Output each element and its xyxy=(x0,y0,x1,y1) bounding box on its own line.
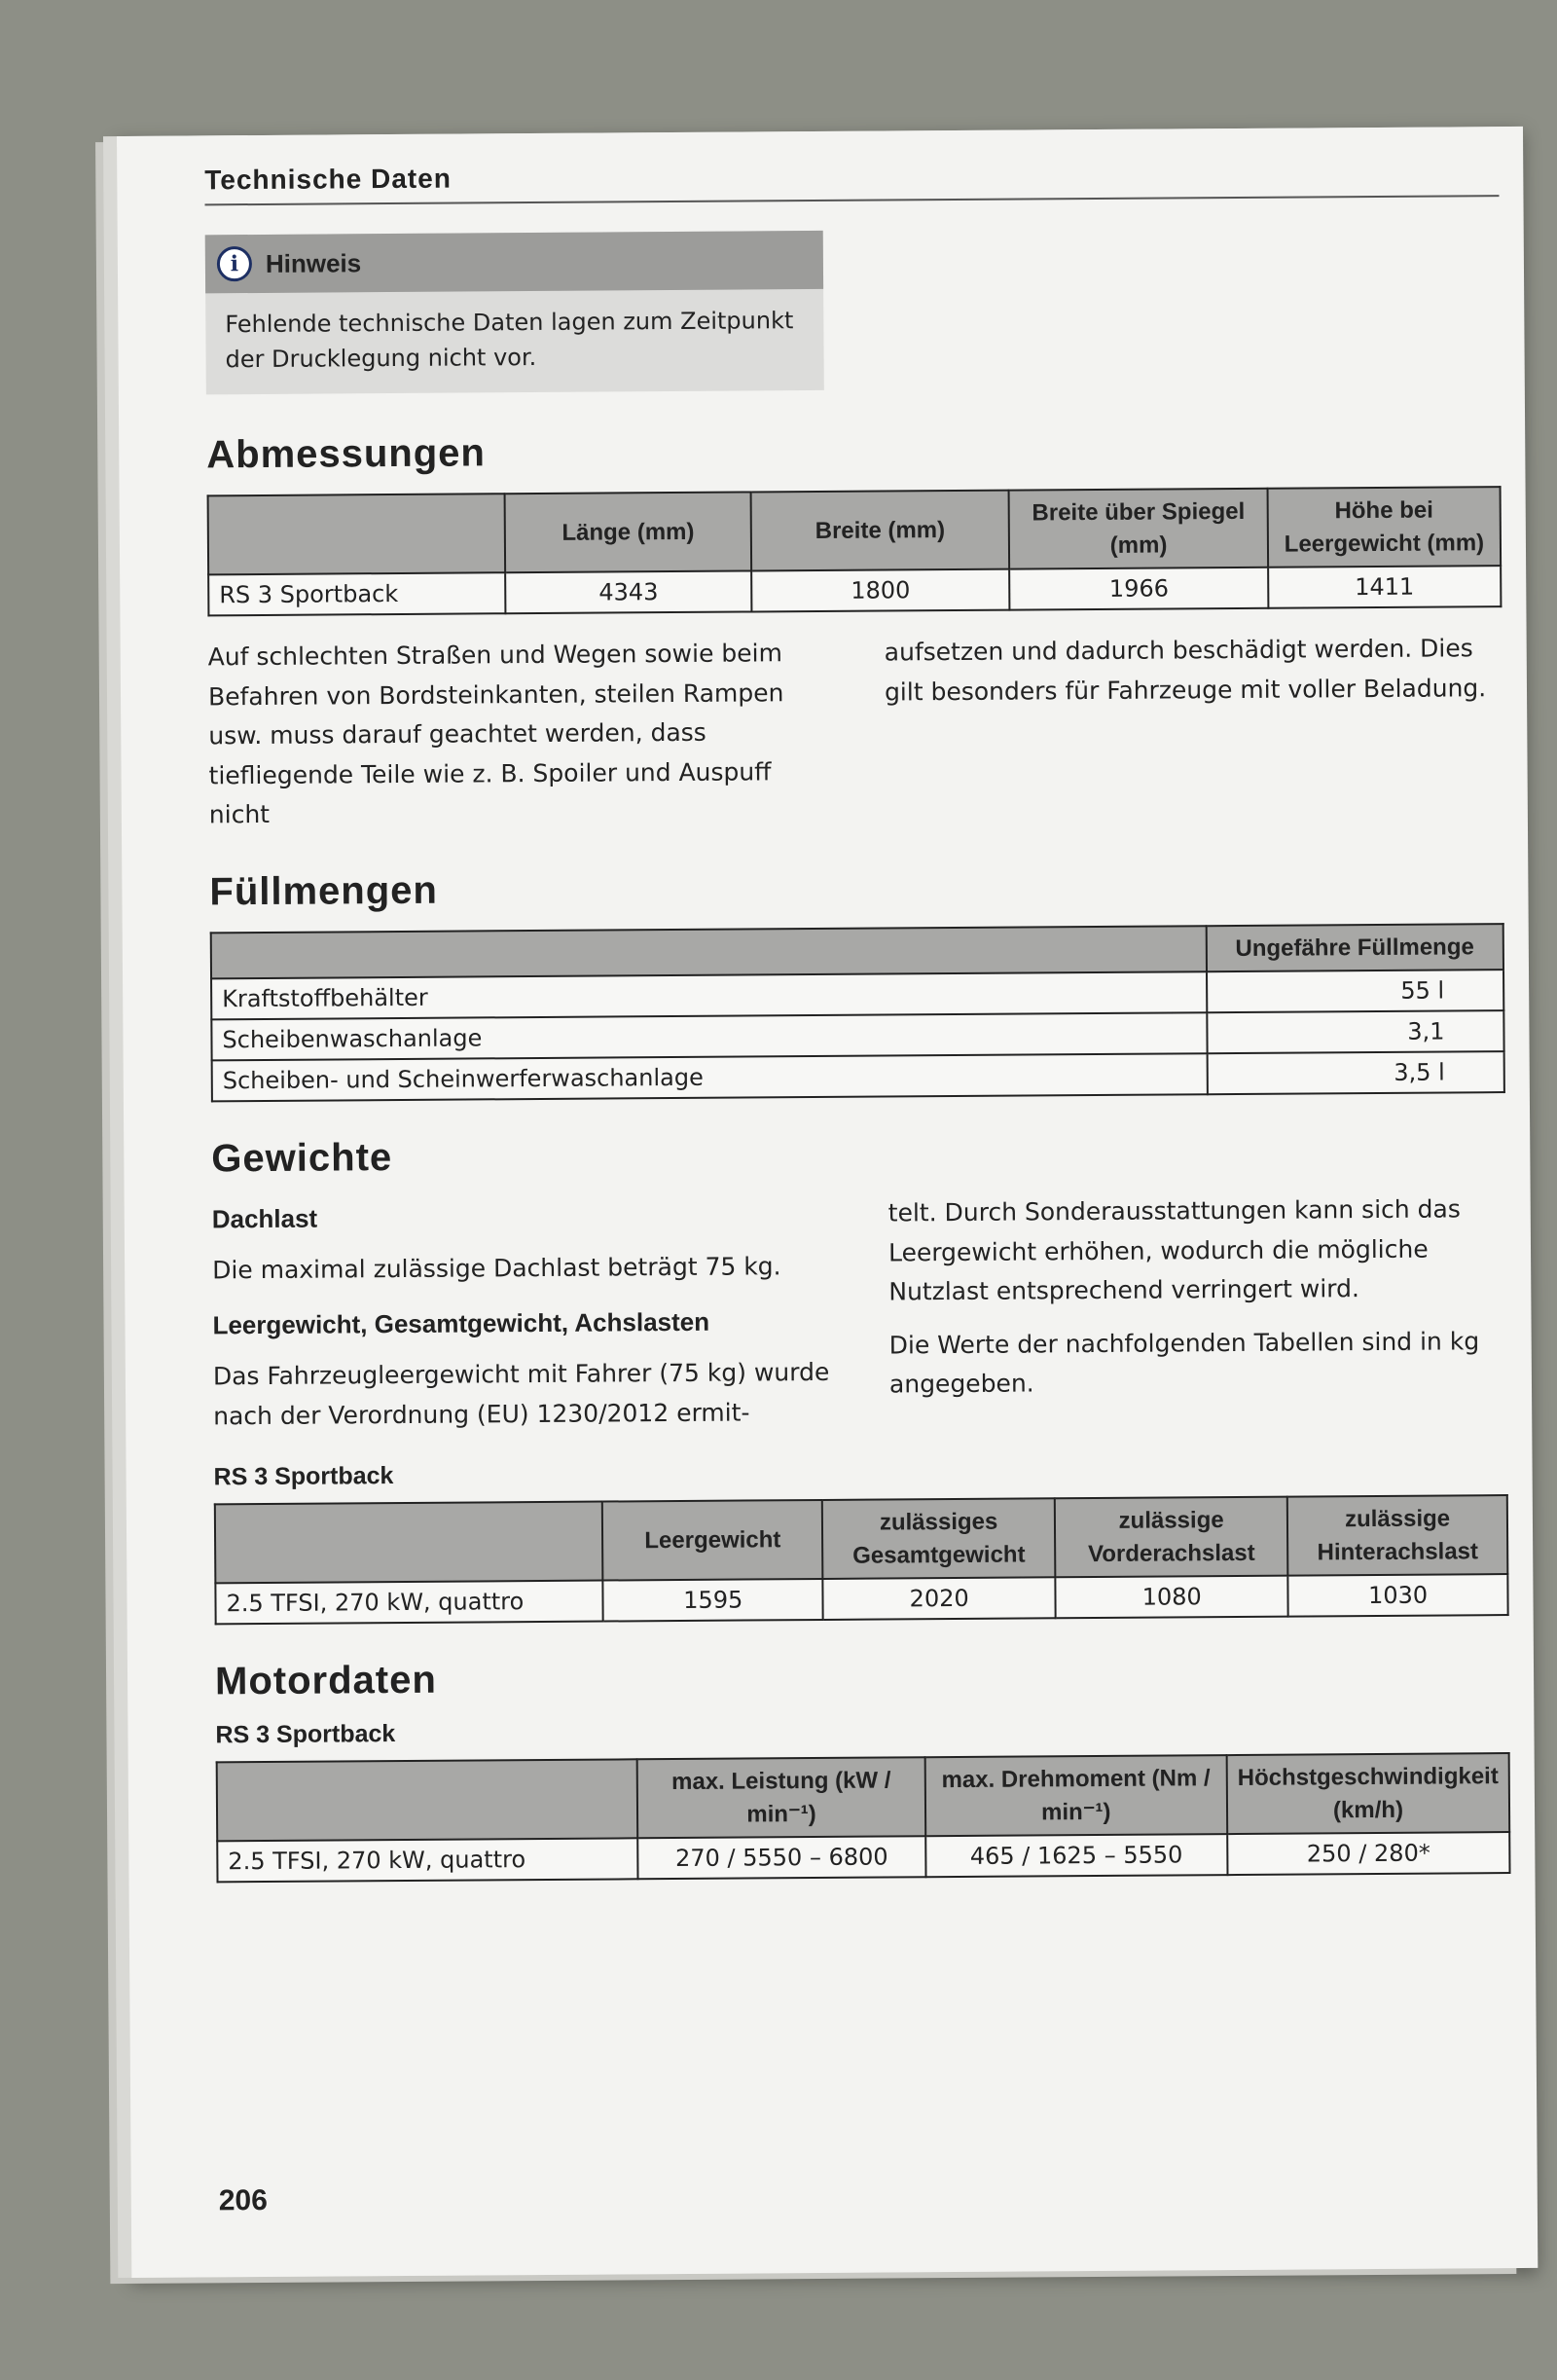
section-abmessungen xyxy=(206,424,1503,835)
table-header-cell: max. Drehmoment (Nm / min⁻¹) xyxy=(924,1755,1227,1836)
table-header-cell: Höhe bei Leergewicht (mm) xyxy=(1267,487,1501,568)
table-cell: 1080 xyxy=(1056,1576,1288,1619)
table-cell: 465 / 1625 – 5550 xyxy=(925,1834,1228,1877)
table-header-cell xyxy=(208,494,506,574)
table-header-cell: Länge (mm) xyxy=(505,492,751,572)
table-row xyxy=(212,1051,1504,1101)
table-cell: 1800 xyxy=(751,569,1010,612)
table-cell: 1966 xyxy=(1009,568,1268,610)
table-abmessungen xyxy=(207,486,1503,616)
leergewicht-text: Das Fahrzeugleergewicht mit Fahrer (75 kg) wurde nach der Verordnung (EU) 1230/2012 ermit- xyxy=(212,1357,830,1430)
table-header-row xyxy=(215,1495,1508,1583)
page-content xyxy=(204,156,1511,1919)
table-header-cell: Breite (mm) xyxy=(750,491,1009,571)
table-motordaten xyxy=(216,1752,1511,1883)
table-row xyxy=(208,566,1501,615)
table-cell: 3,5 l xyxy=(1207,1051,1504,1094)
section-motordaten xyxy=(215,1651,1511,1883)
table-header-cell xyxy=(217,1759,638,1841)
table-fuellmengen xyxy=(210,923,1505,1103)
table-header-row xyxy=(217,1753,1510,1841)
heading-gewichte: Gewichte xyxy=(211,1136,393,1181)
table-cell: 4343 xyxy=(506,571,752,614)
table-cell: 270 / 5550 – 6800 xyxy=(638,1837,925,1880)
gewichte-text-right-1: telt. Durch Sonderausstattungen kann sich das Leergewicht erhöhen, wodurch die mögliche Nutzlast entsprechend verringert wird. xyxy=(887,1194,1461,1306)
table-cell: 1030 xyxy=(1288,1574,1508,1617)
table-header-cell: Ungefähre Füllmenge xyxy=(1206,924,1503,972)
note-header xyxy=(205,231,823,293)
table-cell: 2020 xyxy=(823,1577,1056,1620)
dachlast-text: Die maximal zulässige Dachlast beträgt 75 kg. xyxy=(212,1252,781,1285)
table-header-cell: Höchstgeschwindigkeit (km/h) xyxy=(1227,1753,1510,1834)
table-header-cell: Breite über Spiegel (mm) xyxy=(1009,489,1268,569)
table-header-row xyxy=(208,487,1502,574)
manual-page xyxy=(117,127,1538,2278)
section-gewichte xyxy=(211,1128,1508,1625)
table-row xyxy=(215,1574,1507,1624)
table-header-cell: zulässige Vorderachslast xyxy=(1055,1497,1288,1578)
section-fuellmengen xyxy=(209,861,1505,1103)
gewichte-text xyxy=(212,1190,1508,1449)
gewichte-text-right-2: Die Werte der nachfolgenden Tabellen sind in kg angegeben. xyxy=(888,1327,1480,1399)
table-header-cell xyxy=(211,926,1207,979)
table-row xyxy=(217,1832,1509,1882)
table-header-cell: zulässiges Gesamtgewicht xyxy=(822,1498,1056,1579)
table-caption: RS 3 Sportback xyxy=(213,1462,394,1491)
subheading-leergewicht: Leergewicht, Gesamtgewicht, Achslasten xyxy=(212,1306,710,1340)
table-header-cell xyxy=(215,1502,603,1584)
table-gewichte xyxy=(214,1494,1509,1625)
heading-fuellmengen: Füllmengen xyxy=(209,868,439,914)
info-icon: i xyxy=(217,246,252,281)
table-cell: 250 / 280* xyxy=(1227,1832,1509,1875)
heading-abmessungen: Abmessungen xyxy=(206,431,487,477)
table-header-cell: max. Leistung (kW / min⁻¹) xyxy=(637,1757,925,1838)
table-cell: 2.5 TFSI, 270 kW, quattro xyxy=(217,1839,638,1883)
abmessungen-text xyxy=(208,629,1503,835)
table-cell: 55 l xyxy=(1207,970,1504,1012)
heading-motordaten: Motordaten xyxy=(214,1658,437,1703)
table-cell: 1411 xyxy=(1268,566,1501,608)
note-title: Hinweis xyxy=(265,247,362,278)
page-number: 206 xyxy=(218,2183,268,2217)
table-cell: Scheibenwaschanlage xyxy=(211,1012,1207,1060)
table-cell: Scheiben- und Scheinwerferwaschanlage xyxy=(212,1053,1208,1101)
running-head: Technische Daten xyxy=(204,156,1499,205)
table-caption: RS 3 Sportback xyxy=(215,1720,396,1749)
text-column-right xyxy=(888,1190,1508,1445)
note-box xyxy=(205,231,824,394)
note-text: Fehlende technische Daten lagen zum Zeitpunkt der Drucklegung nicht vor. xyxy=(225,307,794,374)
text-column-right: aufsetzen und dadurch beschädigt werden. Dies gilt besonders für Fahrzeuge mit voller Beladung. xyxy=(884,634,1487,707)
text-column-left: Auf schlechten Straßen und Wegen sowie beim Befahren von Bordsteinkanten, steilen Rampen usw. muss darauf geachtet werden, dass tiefliegende Teile wie z. B. Spoiler und Auspuff nicht xyxy=(207,639,784,829)
table-cell: 1595 xyxy=(603,1579,823,1622)
table-header-cell: Leergewicht xyxy=(602,1500,822,1581)
subheading-dachlast: Dachlast xyxy=(211,1203,318,1234)
table-cell: 3,1 xyxy=(1207,1010,1504,1053)
table-cell: 2.5 TFSI, 270 kW, quattro xyxy=(215,1581,603,1625)
table-cell: Kraftstoffbehälter xyxy=(211,971,1207,1019)
table-header-cell: zulässige Hinterachslast xyxy=(1287,1495,1507,1576)
text-column-left xyxy=(212,1194,832,1449)
table-cell: RS 3 Sportback xyxy=(208,572,506,615)
